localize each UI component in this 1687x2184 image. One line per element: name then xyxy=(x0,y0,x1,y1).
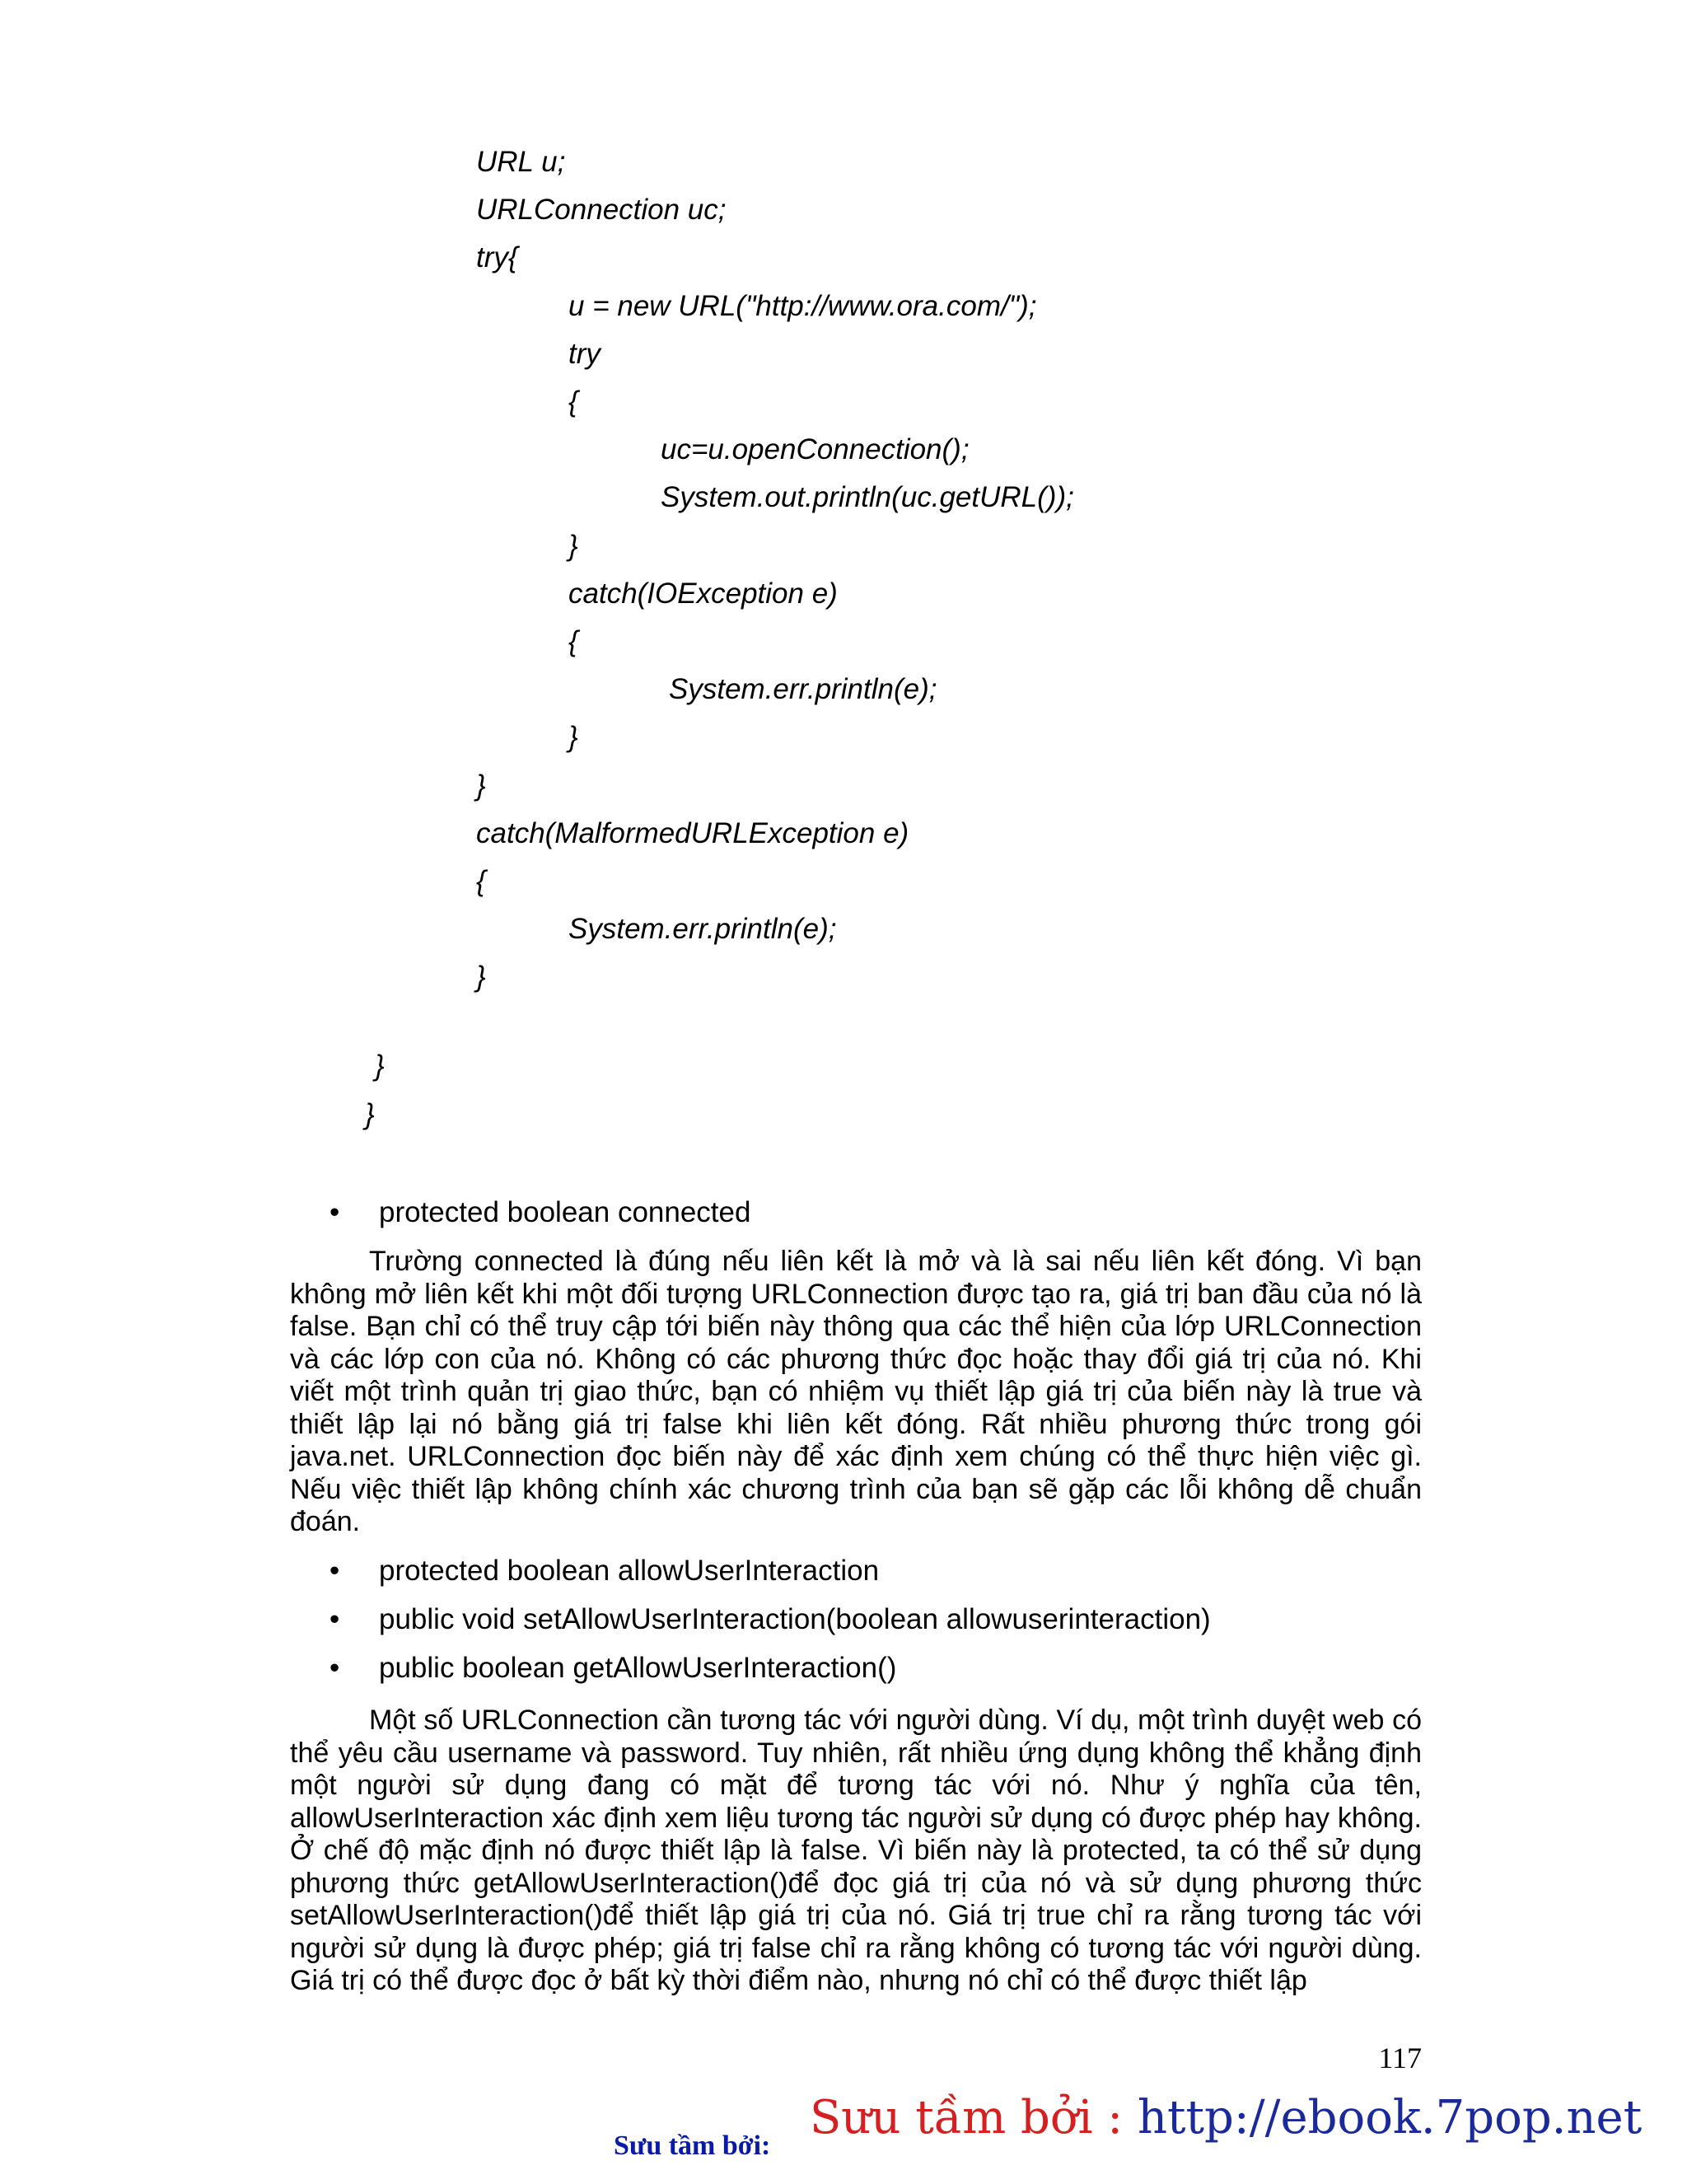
credit-label: Sưu tầm bởi: xyxy=(614,2130,771,2161)
code-line: { xyxy=(476,865,486,897)
closing-brace: } xyxy=(365,1098,375,1130)
watermark-link[interactable]: http://ebook.7pop.net xyxy=(1137,2091,1643,2144)
code-line: catch(MalformedURLException e) xyxy=(476,817,909,849)
bullet-icon: • xyxy=(329,1652,340,1684)
code-line: { xyxy=(568,625,578,657)
closing-brace: } xyxy=(375,1050,385,1082)
code-line: catch(IOException e) xyxy=(568,578,838,610)
code-line: { xyxy=(568,386,578,418)
code-line: } xyxy=(476,961,486,993)
code-line: } xyxy=(476,769,486,802)
page-number: 117 xyxy=(1378,2041,1422,2074)
code-line: System.out.println(uc.getURL()); xyxy=(661,481,1074,513)
code-line: System.err.println(e); xyxy=(568,913,837,945)
bullet-icon: • xyxy=(329,1196,340,1228)
code-line: } xyxy=(568,721,578,753)
code-line: URL u; xyxy=(476,146,566,178)
code-line: u = new URL("http://www.ora.com/"); xyxy=(568,290,1037,322)
code-line: uc=u.openConnection(); xyxy=(661,433,970,465)
code-line: try{ xyxy=(476,241,518,274)
paragraph: Một số URLConnection cần tương tác với người dùng. Ví dụ, một trình duyệt web có thể yêu cầu username và password. Tuy nhiên, rất nhiều ứng dụng không thể khẳng định một người sử dụng đang có mặt để tương tác với nó. Như ý nghĩa của tên, allowUserInteraction xác định xem liệu tương tác người sử dụng có được phép hay không. Ở chế độ mặc định nó được thiết lập là false. Vì biến này là protected, ta có thể sử dụng phương thức getAllowUserInteraction()để đọc giá trị của nó và sử dụng phương thức setAllowUserInteraction()để thiết lập giá trị của nó. Giá trị true chỉ ra rằng tương tác với người sử dụng là được phép; giá trị false chỉ ra rằng không có tương tác với người dùng. Giá trị có thể được đọc ở bất kỳ thời điểm nào, nhưng nó chỉ có thể được thiết lập xyxy=(290,1705,1422,1996)
code-line: try xyxy=(568,338,600,370)
watermark xyxy=(810,2091,1642,2145)
code-line: URLConnection uc; xyxy=(476,194,727,226)
code-line: } xyxy=(568,530,578,562)
code-line: System.err.println(e); xyxy=(669,673,937,705)
watermark-prefix: Sưu tầm bởi : xyxy=(810,2091,1138,2144)
paragraph: Trường connected là đúng nếu liên kết là mở và là sai nếu liên kết đóng. Vì bạn không mở liên kết khi một đối tượng URLConnection được tạo ra, giá trị ban đầu của nó là false. Bạn chỉ có thể truy cập tới biến này thông qua các thể hiện của lớp URLConnection và các lớp con của nó. Không có các phương thức đọc hoặc thay đổi giá trị của nó. Khi viết một trình quản trị giao thức, bạn có nhiệm vụ thiết lập giá trị của biến này là true và thiết lập lại nó bằng giá trị false khi liên kết đóng. Rất nhiều phương thức trong gói java.net. URLConnection đọc biến này để xác định xem chúng có thể thực hiện việc gì. Nếu việc thiết lập không chính xác chương trình của bạn sẽ gặp các lỗi không dễ chuẩn đoán. xyxy=(290,1246,1422,1537)
bullet-icon: • xyxy=(329,1555,340,1587)
bullet-icon: • xyxy=(329,1603,340,1635)
